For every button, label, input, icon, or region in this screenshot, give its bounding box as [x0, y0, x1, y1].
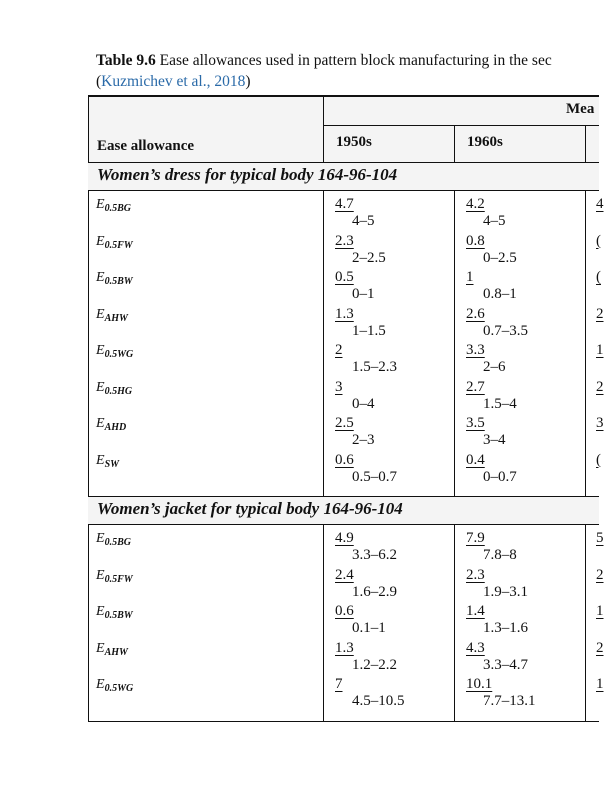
table-top-rule	[88, 95, 599, 97]
row-label-subscript: AHW	[104, 646, 128, 658]
row-label-base: E	[96, 306, 105, 322]
header-ease-allowance: Ease allowance	[97, 138, 195, 154]
cell-mean-value: 2.5	[335, 415, 354, 431]
row-label-subscript: AHW	[104, 312, 128, 324]
column-divider-1	[323, 190, 324, 496]
cell-mean-value: 0.6	[335, 603, 354, 619]
cell-mean-value: 0.8	[466, 232, 485, 249]
cell-clipped-value: 1	[596, 342, 604, 358]
cell-mean-value: 4.9	[335, 530, 354, 546]
header-group-underline	[323, 125, 599, 126]
cell-clipped-value: 2	[596, 639, 604, 656]
row-label	[96, 531, 131, 548]
row-label-base: E	[96, 640, 105, 656]
row-label-subscript: 0.5BW	[104, 610, 133, 621]
row-label-base: E	[96, 379, 105, 395]
cell-range-value: 1.5–2.3	[352, 359, 397, 375]
column-divider-2	[454, 524, 455, 721]
cell-clipped-value: 1	[596, 603, 604, 619]
cell-clipped-value: 2	[596, 305, 604, 322]
cell-range-value: 0.1–1	[352, 620, 386, 636]
header-group-label: Mea	[566, 101, 595, 117]
row-label	[96, 568, 133, 585]
row-label	[96, 604, 133, 621]
cell-clipped-value: 3	[596, 415, 604, 431]
cell-range-value: 1.9–3.1	[483, 583, 528, 600]
cell-range-value: 3.3–4.7	[483, 656, 528, 673]
row-label-subscript: 0.5BG	[104, 537, 131, 548]
cell-range-value: 0.7–3.5	[483, 322, 528, 339]
table-bottom-rule	[88, 721, 599, 722]
cell-range-value: 4–5	[352, 213, 375, 229]
row-label	[96, 343, 133, 360]
table-caption	[96, 50, 599, 92]
cell-mean-value: 2	[335, 342, 343, 358]
cell-range-value: 1.5–4	[483, 395, 517, 412]
row-label-base: E	[96, 531, 105, 546]
cell-mean-value: 3	[335, 378, 343, 395]
row-label	[96, 234, 133, 251]
cell-range-value: 1.3–1.6	[483, 620, 528, 636]
row-label	[96, 453, 119, 470]
cell-mean-value: 3.5	[466, 415, 485, 431]
row-label-subscript: 0.5BW	[104, 276, 133, 287]
cell-mean-value: 7.9	[466, 530, 485, 546]
header-divider-3	[585, 125, 586, 162]
header-left-border	[88, 95, 89, 162]
cell-range-value: 7.7–13.1	[483, 693, 536, 709]
cell-mean-value: 10.1	[466, 676, 493, 692]
cell-mean-value: 4.2	[466, 196, 485, 212]
row-label	[96, 677, 133, 694]
header-divider-2	[454, 125, 455, 162]
cell-mean-value: 2.3	[335, 232, 354, 249]
cell-clipped-value: 2	[596, 378, 604, 395]
cell-range-value: 0–4	[352, 395, 375, 412]
row-label	[96, 270, 133, 287]
row-label-base: E	[96, 677, 105, 692]
cell-range-value: 0–0.7	[483, 468, 517, 485]
row-label	[96, 641, 128, 658]
cell-range-value: 0.8–1	[483, 286, 517, 302]
column-divider-3	[585, 190, 586, 496]
section-title: Women’s jacket for typical body 164-96-104	[97, 499, 403, 518]
row-label-base: E	[96, 416, 105, 431]
cell-range-value: 7.8–8	[483, 547, 517, 563]
row-label-base: E	[96, 233, 105, 249]
cell-mean-value: 4.7	[335, 196, 354, 212]
cell-range-value: 2–6	[483, 359, 506, 375]
row-label-subscript: 0.5WG	[104, 349, 134, 360]
cell-range-value: 0.5–0.7	[352, 468, 397, 485]
row-label-base: E	[96, 197, 105, 212]
cell-mean-value: 0.4	[466, 451, 485, 468]
cell-mean-value: 2.6	[466, 305, 485, 322]
row-label-subscript: 0.5HG	[104, 385, 133, 397]
header-decade-1950s: 1950s	[336, 134, 372, 150]
cell-range-value: 2–3	[352, 432, 375, 448]
row-label-base: E	[96, 567, 105, 583]
cell-clipped-value: (	[596, 269, 601, 285]
column-divider-3	[585, 524, 586, 721]
caption-ref-open: (	[96, 73, 102, 90]
table-label: Table 9.6	[96, 52, 156, 69]
cell-clipped-value: (	[596, 232, 601, 249]
row-label-subscript: 0.5FW	[104, 239, 133, 251]
cell-mean-value: 4.3	[466, 639, 485, 656]
row-label	[96, 197, 131, 214]
cell-mean-value: 2.4	[335, 566, 354, 583]
reference-link[interactable]: Kuzmichev et al., 2018	[101, 73, 246, 90]
row-label-base: E	[96, 270, 105, 285]
row-label-base: E	[96, 452, 105, 468]
header-divider-1	[323, 95, 324, 162]
row-label-subscript: 0.5WG	[104, 683, 134, 694]
cell-mean-value: 1.3	[335, 305, 354, 322]
section-title: Women’s dress for typical body 164-96-104	[97, 165, 398, 184]
cell-range-value: 2–2.5	[352, 249, 386, 266]
section-title-rule	[88, 190, 599, 191]
cell-mean-value: 1.4	[466, 603, 485, 619]
table-left-border	[88, 190, 89, 496]
row-label	[96, 416, 126, 433]
cell-range-value: 0–2.5	[483, 249, 517, 266]
row-label-subscript: AHD	[104, 422, 127, 433]
cell-range-value: 1.6–2.9	[352, 583, 397, 600]
row-label	[96, 307, 128, 324]
cell-range-value: 3.3–6.2	[352, 547, 397, 563]
row-label-subscript: SW	[104, 458, 120, 470]
cell-range-value: 3–4	[483, 432, 506, 448]
cell-clipped-value: 2	[596, 566, 604, 583]
row-label-subscript: 0.5BG	[104, 203, 131, 214]
cell-mean-value: 3.3	[466, 342, 485, 358]
cell-clipped-value: (	[596, 451, 601, 468]
header-decade-1960s: 1960s	[467, 134, 503, 150]
column-divider-1	[323, 524, 324, 721]
cell-range-value: 4–5	[483, 213, 506, 229]
table-left-border	[88, 524, 89, 721]
section-title-rule	[88, 524, 599, 525]
column-divider-2	[454, 190, 455, 496]
caption-text: Ease allowances used in pattern block manufacturing in the sec	[159, 52, 552, 69]
cell-mean-value: 2.7	[466, 378, 485, 395]
cell-clipped-value: 4	[596, 196, 604, 212]
cell-mean-value: 2.3	[466, 566, 485, 583]
cell-mean-value: 0.6	[335, 451, 354, 468]
cell-clipped-value: 1	[596, 676, 604, 692]
cell-mean-value: 7	[335, 676, 343, 692]
row-label-base: E	[96, 604, 105, 619]
row-label-base: E	[96, 343, 105, 358]
cell-range-value: 1.2–2.2	[352, 656, 397, 673]
caption-ref-close: )	[245, 73, 251, 90]
cell-clipped-value: 5	[596, 530, 604, 546]
cell-mean-value: 0.5	[335, 269, 354, 285]
cell-range-value: 0–1	[352, 286, 375, 302]
cell-mean-value: 1	[466, 269, 474, 285]
cell-range-value: 4.5–10.5	[352, 693, 405, 709]
row-label	[96, 380, 132, 397]
row-label-subscript: 0.5FW	[104, 573, 133, 585]
cell-range-value: 1–1.5	[352, 322, 386, 339]
cell-mean-value: 1.3	[335, 639, 354, 656]
